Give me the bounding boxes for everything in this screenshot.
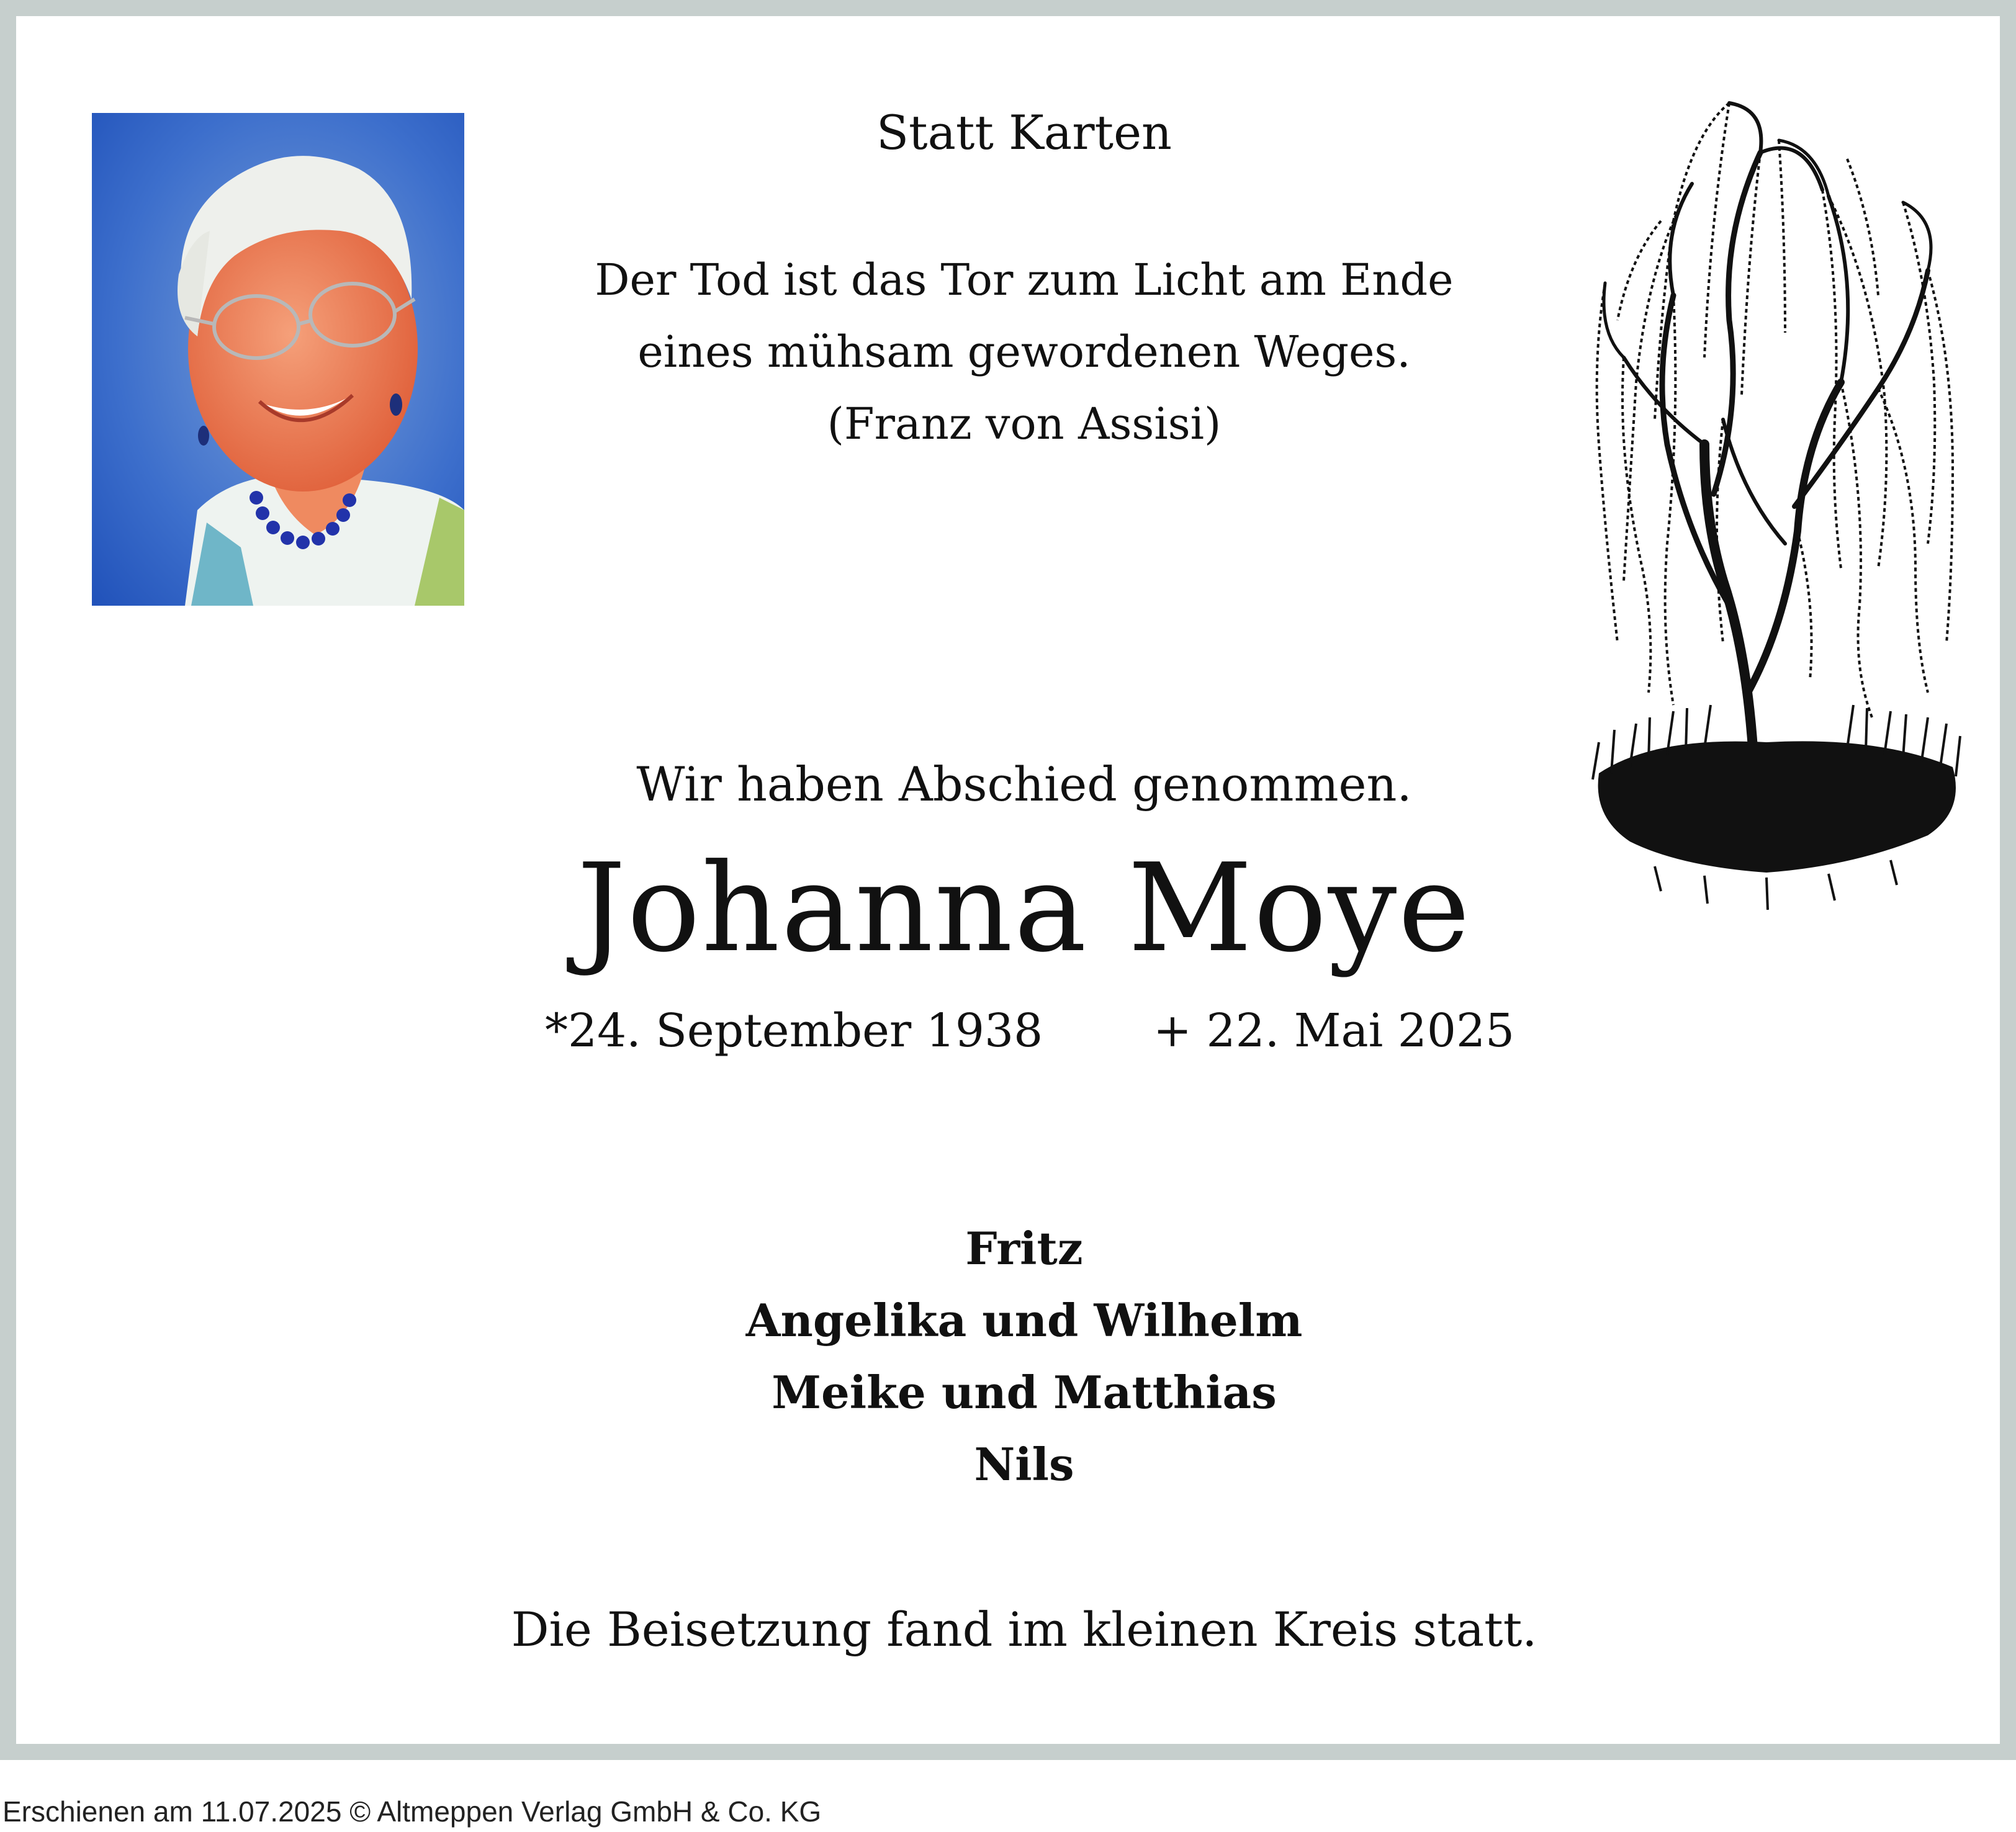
quote-line-2: eines mühsam gewordenen Weges.	[637, 326, 1411, 377]
statt-karten-heading: Statt Karten	[876, 105, 1172, 160]
birth-date: *24. September 1938	[545, 1004, 1043, 1057]
publication-footer: Erschienen am 11.07.2025 © Altmeppen Verlag GmbH & Co. KG	[2, 1795, 822, 1828]
burial-notice: Die Beisetzung fand im kleinen Kreis statt.	[511, 1602, 1537, 1657]
mourner-name: Angelika und Wilhelm	[745, 1294, 1303, 1347]
life-dates	[389, 1004, 1660, 1064]
death-date: + 22. Mai 2025	[1153, 1004, 1515, 1057]
mourner-name: Meike und Matthias	[772, 1366, 1277, 1419]
farewell-announcement: Wir haben Abschied genommen.	[636, 757, 1412, 812]
quote-line-1: Der Tod ist das Tor zum Licht am Ende	[595, 254, 1454, 305]
quote-author: (Franz von Assisi)	[827, 398, 1222, 449]
deceased-name: Johanna Moye	[577, 838, 1472, 979]
mourner-name: Fritz	[965, 1222, 1083, 1275]
mourner-name: Nils	[974, 1438, 1074, 1491]
